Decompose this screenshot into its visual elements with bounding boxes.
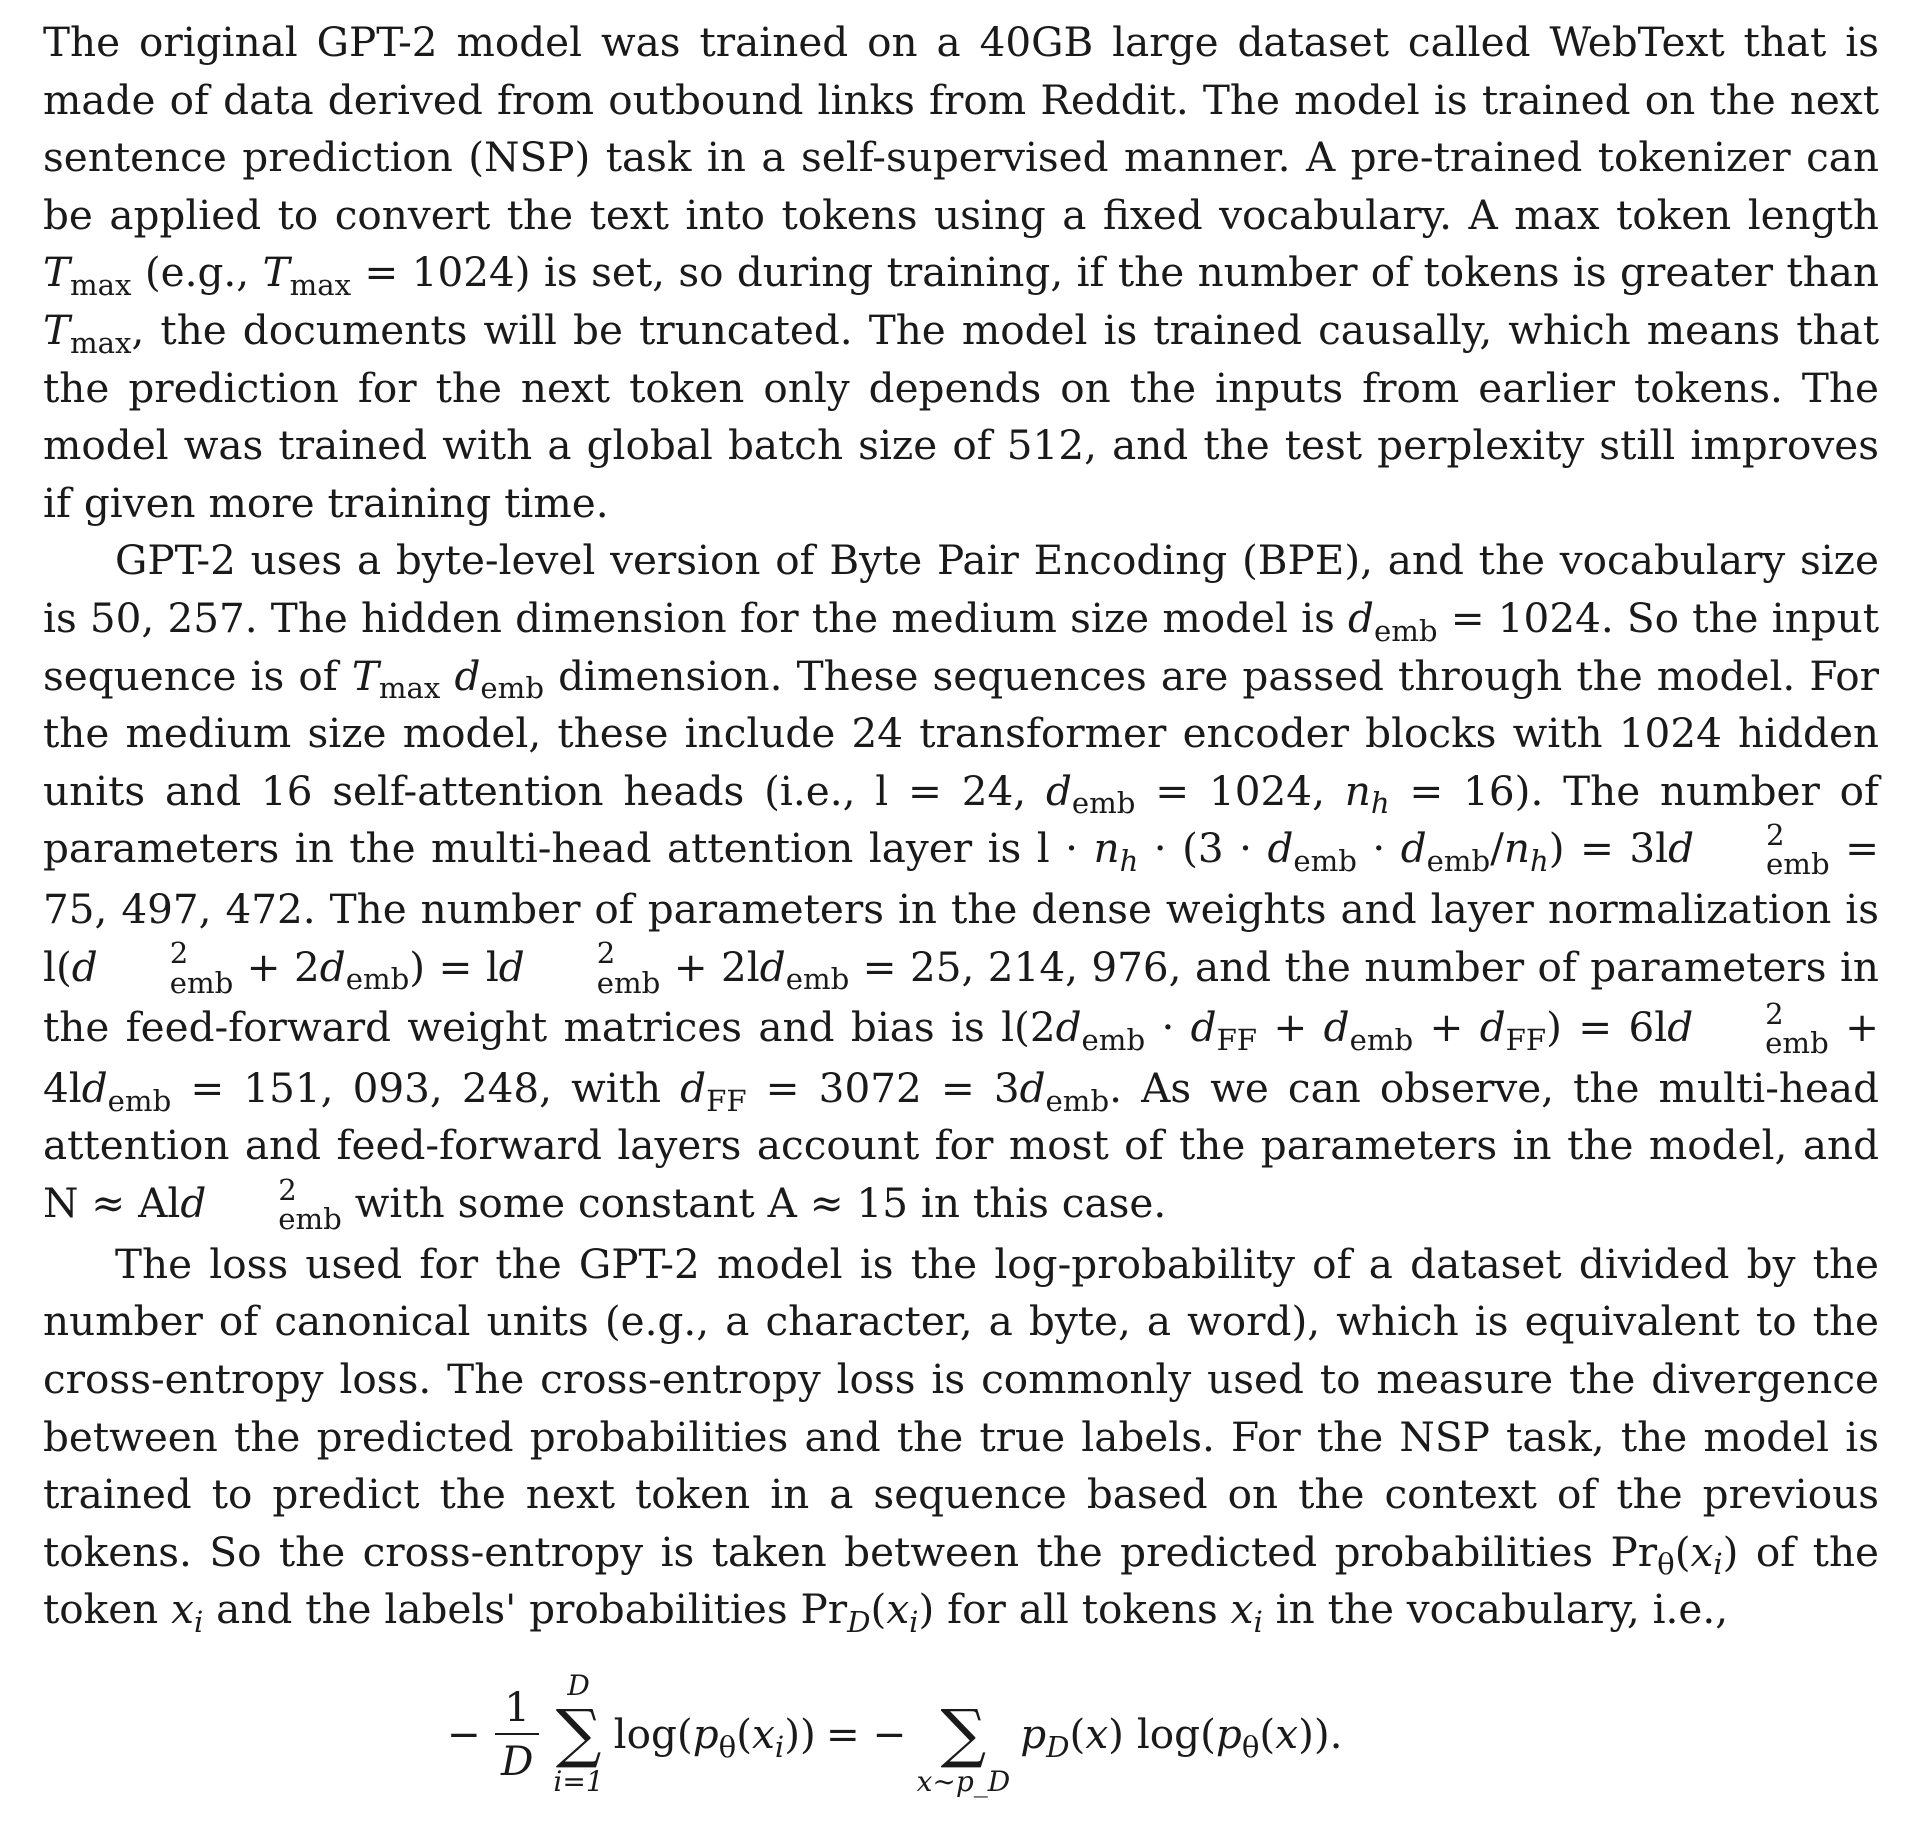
cross-entropy-equation: [0, 1644, 1836, 1824]
document-page: [43, 14, 1879, 1639]
p1-text-d: , the documents will be truncated. The model is trained causally, which means that the prediction for the next token only depends on the inputs from earlier tokens. The model was trained with a global batch size of 512, and the test perplexity still improves if given more training time.: [43, 305, 1879, 527]
eq-fraction: [495, 1682, 539, 1785]
eq-frac-denominator: D: [500, 1737, 534, 1785]
eq-sum-1: [553, 1669, 604, 1798]
paragraph-3: The loss used for the GPT-2 model is the log-probability of a dataset divided by the number of canonical units (e.g., a character, a byte, a word), which is equivalent to the cross-entropy loss. The cross-entropy loss is commonly used to measure the divergence between the predicted probabilities and the true labels. For the NSP task, the model is trained to predict the next token in a sequence based on the context of the previous tokens. So the cross-entropy is taken between the predicted probabilities $Pr_\theta(x_i)$ of the token $x_i$ and the labels' probabilities $Pr_D(x_i)$ for all tokens $x_i$ in the vocabulary, i.e.,: [43, 1239, 1880, 1640]
paragraph-1: [43, 14, 1879, 532]
eq-frac-bar: [495, 1733, 539, 1735]
p1-math-tmax-2: $T_{max}$: [262, 248, 352, 303]
eq-term-1: $\log(p_\theta(x_i))$: [613, 1710, 816, 1764]
p1-text-a: The original GPT-2 model was trained on a 40GB large dataset called WebText that is made of data derived from outbound links from Reddit. The model is trained on the next sentence prediction (NSP) task in a self-supervised manner. A pre-trained tokenizer can be applied to convert the text into tokens using a fixed vocabulary. A max token length: [43, 18, 1879, 239]
p1-text-c: = 1024) is set, so during training, if the number of tokens is greater than: [351, 248, 1879, 297]
paragraph-2: GPT-2 uses a byte-level version of Byte Pair Encoding (BPE), and the vocabulary size is 50, 257. The hidden dimension for the medium size model is $d_{emb} = 1024$. So the input sequence is of $T_{max}$ $d_{emb}$ dimension. These sequences are passed through the model. For the medium size model, these include 24 transformer encoder blocks with 1024 hidden units and 16 self-attention heads (i.e., l = 24, $d_{emb} = 1024$, $n_h = 16$). The number of parameters in the multi-head attention layer is $l \cdot n_h \cdot (3 \cdot d_{emb} \cdot d_{emb}/n_h) = 3ld$ 2 emb = 75, 497, 472. The number of parameters in the dense weights and layer normalization is l(d 2 emb + $2d_{emb}$) = ld 2 emb + $2ld_{emb} = 25$, 214, 976, and the number of parameters in the feed-forward weight matrices and bias is $l(2d_{emb} \cdot d_{FF} + d_{emb} + d_{FF}) = 6ld$ 2 emb + $4ld_{emb} = 151$, 093, 248, with $d_{FF} = 3072 = 3d_{emb}$. As we can observe, the multi-head attention and feed-forward layers account for most of the parameters in the model, and N ≈ Ald 2 emb with some constant A ≈ 15 in this case.: [43, 536, 1880, 1237]
eq-minus: −: [447, 1710, 481, 1758]
p1-math-tmax-3: $T_{max}$: [43, 305, 132, 360]
eq-sum2-upper: [959, 1672, 968, 1700]
eq-sum2-symbol: ∑: [940, 1697, 987, 1771]
eq-sum1-upper: D: [567, 1669, 590, 1702]
eq-sum2-lower: x∼p_D: [916, 1765, 1011, 1798]
eq-sum-2: [917, 1672, 1011, 1796]
eq-term-2: $p_D(x)$ $\log(p_\theta(x))$.: [1020, 1710, 1343, 1764]
p1-math-tmax-1: $T_{max}$: [43, 248, 132, 303]
eq-equals: = −: [825, 1710, 907, 1758]
eq-sum1-lower: i=1: [553, 1765, 604, 1798]
eq-sum1-symbol: ∑: [555, 1697, 602, 1771]
eq-frac-numerator: 1: [504, 1682, 531, 1731]
p1-text-b: (e.g.,: [131, 248, 263, 297]
